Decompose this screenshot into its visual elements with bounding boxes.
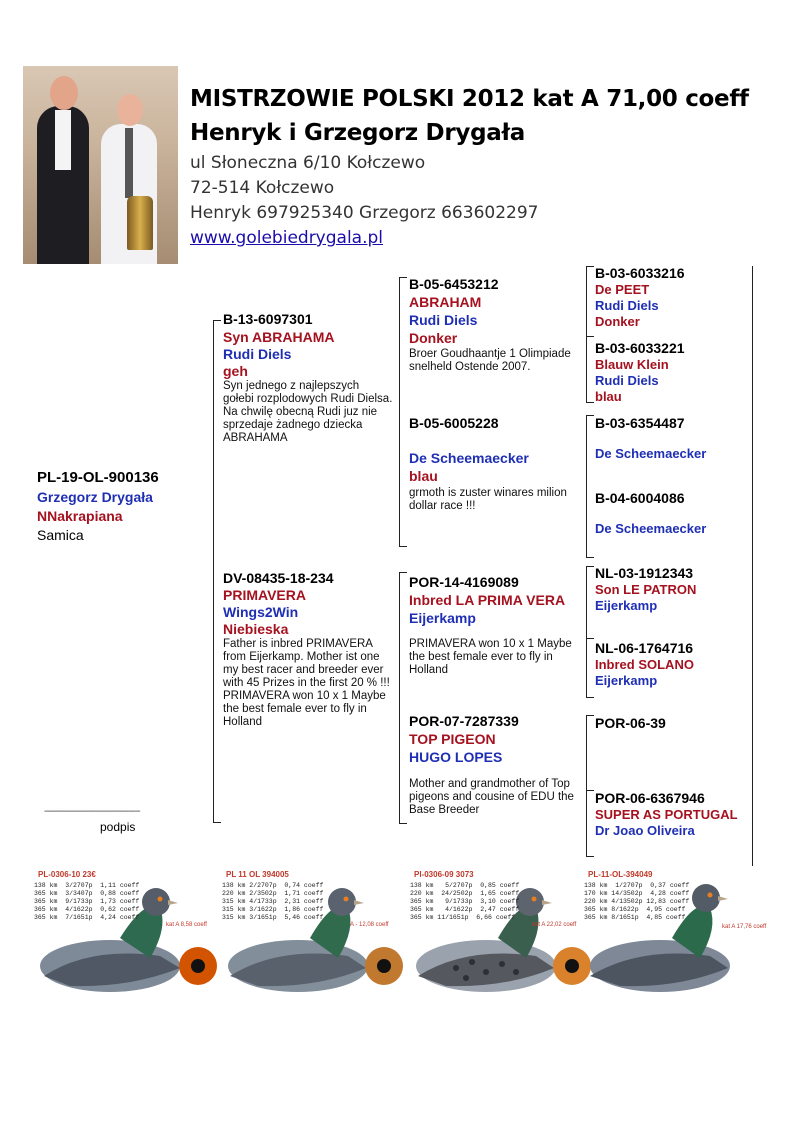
gp3-block [409,574,579,677]
pigeon-4-coef: kat A 17,76 coeff [722,924,767,930]
gp3-note: PRIMAVERA won 10 x 1 Maybe the best female ever to fly in Holland [409,638,572,676]
pigeon-2-caption: PL 11 OL 394005 [226,870,289,879]
pigeon-card-2 [218,868,408,1018]
ggp-4-ring: B-04-6004086 [595,490,685,506]
subject-owner: Grzegorz Drygała [37,489,153,505]
ggp-1-block [595,265,685,329]
sire-block [223,311,393,445]
ggp-8-block [595,790,738,838]
gp1-color: Donker [409,330,458,346]
ggp-2-ring: B-03-6033221 [595,340,685,356]
subject-ring: PL-19-OL-900136 [37,469,159,486]
sire-note: Syn jednego z najlepszych gołebi rozplodowych Rudi Dielsa. Na chwilę obecną Rudi juz nie sprzedaje żadnego dziecka ABRAHAMA [223,380,393,444]
ggp-7-block [595,715,666,731]
trophy-icon [127,196,153,250]
ggp-5-breeder: Eijerkamp [595,598,658,613]
ggp-8-name: SUPER AS PORTUGAL [595,807,738,822]
bracket-tick [586,790,594,791]
pigeon-3-caption: Pl-0306-09 3073 [414,870,474,879]
bracket-tick [586,856,594,857]
sire-ring: B-13-6097301 [223,311,313,327]
header-street: ul Słoneczna 6/10 Kołczewo [190,153,426,173]
bracket-tick [399,277,407,278]
gp1-block [409,276,579,374]
pigeon-1-coef: kat A 8,58 coeff [166,922,207,928]
ggp-4-block [595,490,706,536]
pigeon-photo-strip [30,868,770,1018]
subject-block [37,469,159,543]
ggp-2-color: blau [595,389,622,404]
ggp-4-breeder: De Scheemaecker [595,521,707,536]
dam-ring: DV-08435-18-234 [223,570,334,586]
subject-sex: Samica [37,527,84,543]
pigeon-card-4 [580,868,770,1018]
gp2-note: grmoth is zuster winares milion dollar race !!! [409,487,567,512]
dam-parents-bracket [399,572,400,824]
ggp-6-block [595,640,694,688]
pigeon-4-stats: 138 km 1/2707p 0,37 coeff 170 km 14/3502p 4,28 coeff 220 km 4/13502p 12,83 coeff 365 km 8/1622p 4,95 coeff 365 km 8/1651p 4,85 coeff [584,882,690,921]
ggp-3-block [595,415,706,461]
sire-color: geh [223,363,248,379]
pigeon-3-stats: 138 km 5/2707p 0,85 coeff 220 km 24/2502p 1,65 coeff 365 km 9/1733p 3,10 coeff 365 km 4/1622p 2,47 coeff 365 km 11/1651p 6,66 coeff [410,882,520,921]
sire-parents-bracket [399,277,400,547]
gp3-ring: POR-14-4169089 [409,574,519,590]
gp4-breeder: HUGO LOPES [409,749,503,765]
man-left-figure [37,106,89,264]
gp1-breeder: Rudi Diels [409,312,478,328]
bracket-tick [399,546,407,547]
pigeon-3-coef: kat A 22,02 coeff [532,922,577,928]
signature-label: podpis [100,820,136,834]
bracket-tick [586,566,594,567]
ggp-3-ring: B-03-6354487 [595,415,685,431]
gp3-name: Inbred LA PRIMA VERA [409,592,566,608]
gp3-breeder: Eijerkamp [409,610,476,626]
bracket-tick [399,572,407,573]
sire-dam-bracket [213,320,214,823]
bracket-tick [586,415,594,416]
bracket-tick [213,320,221,321]
sire-name: Syn ABRAHAMA [223,329,335,345]
bracket-tick [213,822,221,823]
header-title: MISTRZOWIE POLSKI 2012 kat A 71,00 coeff [190,86,749,112]
ggp-2-breeder: Rudi Diels [595,373,659,388]
ggp-3-breeder: De Scheemaecker [595,446,707,461]
ggp-6-name: Inbred SOLANO [595,657,694,672]
right-border-line [752,266,753,866]
pigeon-4-caption: PL-11-OL-394049 [588,870,653,879]
gp3-parents-bracket [586,566,587,698]
gp2-ring: B-05-6005228 [409,415,499,431]
ggp-1-name: De PEET [595,282,650,297]
gp2-parents-bracket [586,415,587,558]
bracket-tick [399,823,407,824]
pigeon-card-3 [406,868,596,1018]
bracket-tick [586,402,594,403]
dam-color: Niebieska [223,621,289,637]
gp1-name: ABRAHAM [409,294,482,310]
gp1-note: Broer Goudhaantje 1 Olimpiade snelheld Ostende 2007. [409,348,571,373]
signature-line: ----------------------------------------- [44,806,140,817]
ggp-7-ring: POR-06-39 [595,715,666,731]
bracket-tick [586,266,594,267]
ggp-1-ring: B-03-6033216 [595,265,685,281]
pigeon-2-coef: A - 12,08 coeff [350,922,389,928]
ggp-8-breeder: Dr Joao Oliveira [595,823,695,838]
gp2-breeder: De Scheemaecker [409,450,529,466]
owners-photo [23,66,178,264]
gp4-name: TOP PIGEON [409,731,496,747]
ggp-5-ring: NL-03-1912343 [595,565,694,581]
bracket-tick [586,697,594,698]
gp1-ring: B-05-6453212 [409,276,499,292]
dam-breeder: Wings2Win [223,604,299,620]
ggp-2-name: Blauw Klein [595,357,669,372]
gp2-color: blau [409,468,438,484]
gp1-parents-bracket [586,266,587,403]
ggp-1-breeder: Rudi Diels [595,298,659,313]
gp2-block [409,415,579,513]
pigeon-2-stats: 138 km 2/2707p 0,74 coeff 220 km 2/3502p 1,71 coeff 315 km 4/1733p 2,31 coeff 315 km 3/1622p 1,86 coeff 315 km 3/1651p 5,46 coeff [222,882,324,921]
subject-color: NNakrapiana [37,508,123,524]
dam-name: PRIMAVERA [223,587,306,603]
bracket-tick [586,557,594,558]
sire-breeder: Rudi Diels [223,346,292,362]
header-phones: Henryk 697925340 Grzegorz 663602297 [190,203,539,223]
ggp-5-name: Son LE PATRON [595,582,697,597]
bracket-tick [586,638,594,639]
pigeon-card-1 [30,868,220,1018]
ggp-6-breeder: Eijerkamp [595,673,658,688]
gp4-parents-bracket [586,715,587,857]
pigeon-1-caption: PL-0306-10 23€ [38,870,96,879]
ggp-2-block [595,340,685,404]
gp4-ring: POR-07-7287339 [409,713,519,729]
ggp-5-block [595,565,696,613]
header-postal: 72-514 Kołczewo [190,178,335,198]
ggp-1-color: Donker [595,314,640,329]
header-website-link[interactable]: www.golebiedrygala.pl [190,228,384,248]
header-owners: Henryk i Grzegorz Drygała [190,120,525,146]
dam-block [223,570,393,729]
ggp-8-ring: POR-06-6367946 [595,790,705,806]
pigeon-1-stats: 138 km 3/2707p 1,11 coeff 365 km 3/3407p 0,88 coeff 365 km 9/1733p 1,73 coeff 365 km 4/1622p 0,62 coeff 365 km 7/1651p 4,24 coeff [34,882,140,921]
bracket-tick [586,715,594,716]
gp4-block [409,713,579,817]
gp4-note: Mother and grandmother of Top pigeons and cousine of EDU the Base Breeder [409,778,574,816]
bracket-tick [586,336,594,337]
ggp-6-ring: NL-06-1764716 [595,640,694,656]
dam-note: Father is inbred PRIMAVERA from Eijerkamp. Mother ist one my best racer and breeder ever with 45 Prizes in the first 20 % !!! PRIMAVERA won 10 x 1 Maybe the best female ever to fly in Holland [223,638,390,728]
